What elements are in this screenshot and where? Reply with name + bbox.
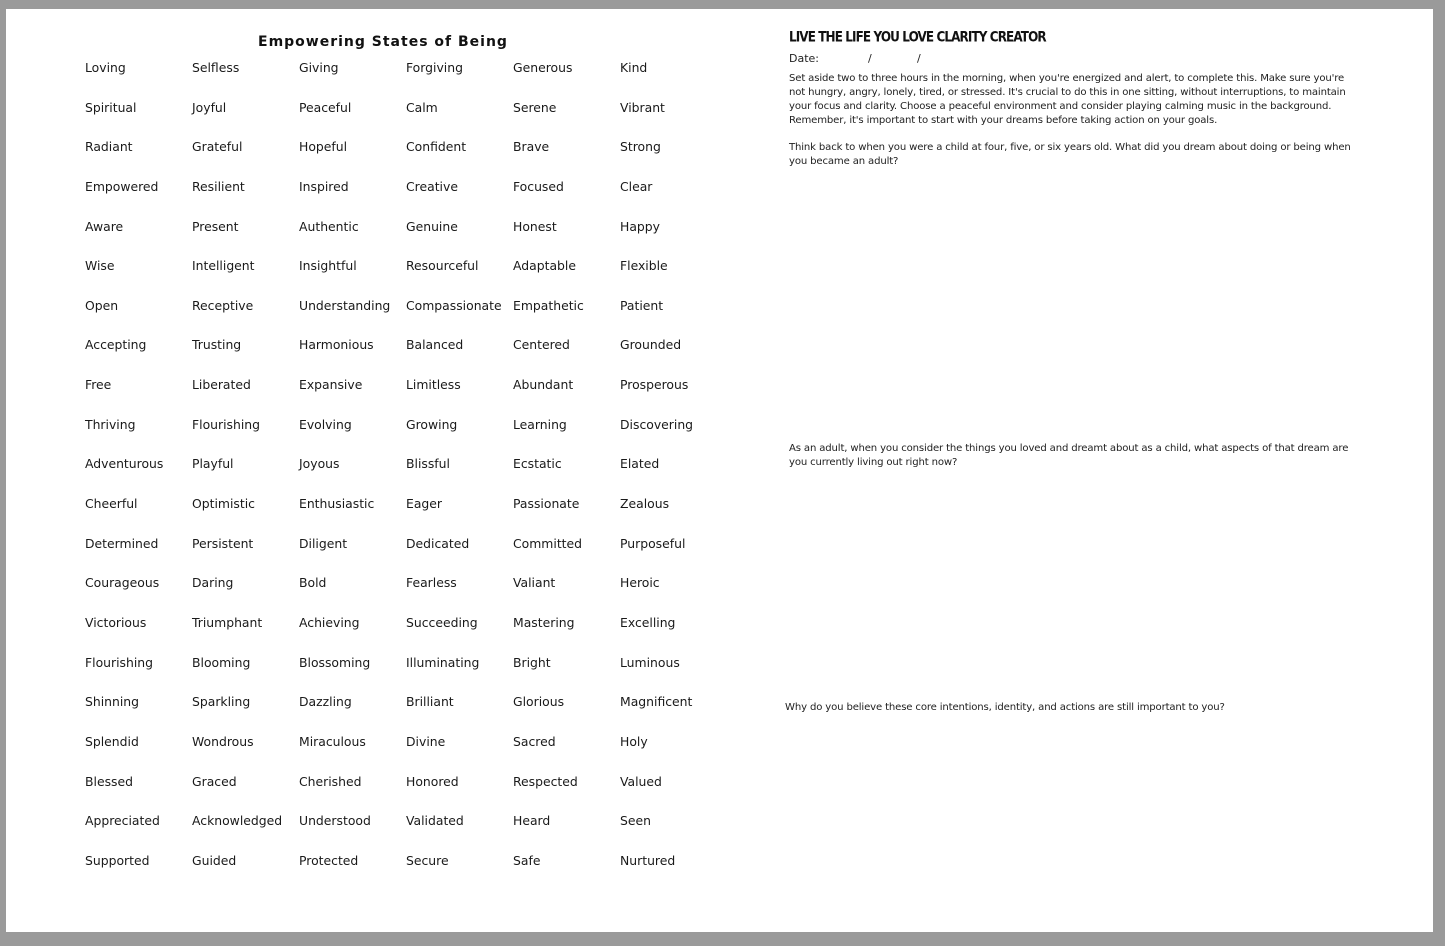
state-word: Enthusiastic: [299, 496, 375, 512]
state-word: Inspired: [299, 178, 349, 194]
clarity-creator-title: LIVE THE LIFE YOU LOVE CLARITY CREATOR: [789, 29, 1046, 46]
state-word: Empathetic: [513, 297, 584, 313]
state-word: Prosperous: [620, 377, 689, 393]
word-row: [85, 257, 727, 297]
state-word: Valued: [620, 773, 662, 789]
state-word: Grounded: [620, 337, 682, 353]
state-word: Dazzling: [299, 694, 352, 710]
state-word: Determined: [85, 535, 159, 551]
state-word: Blooming: [192, 654, 251, 670]
state-word: Honest: [513, 218, 557, 234]
state-word: Blossoming: [299, 654, 371, 670]
state-word: Diligent: [299, 535, 348, 551]
state-word: Calm: [406, 99, 438, 115]
state-word: Committed: [513, 535, 583, 551]
word-row: [85, 495, 727, 535]
word-row: [85, 336, 727, 376]
state-word: Happy: [620, 218, 660, 234]
state-word: Kind: [620, 60, 648, 75]
state-word: Cheerful: [85, 496, 138, 512]
state-word: Secure: [406, 852, 449, 868]
state-word: Magnificent: [620, 694, 693, 710]
state-word: Creative: [406, 178, 458, 194]
state-word: Guided: [192, 852, 237, 868]
state-word: Compassionate: [406, 297, 502, 313]
state-word: Sacred: [513, 733, 556, 749]
instructions-paragraph: Set aside two to three hours in the morning, when you're energized and alert, to complete this. Make sure you're not hungry, angry, lonely, tired, or stressed. It's crucial to do this in one sitting, without interruptions, to maintain your focus and clarity. Choose a peaceful environment and consider playing calming music in the background. Remember, it's important to start with your dreams before taking action on your goals.: [789, 73, 1346, 126]
word-row: [85, 178, 727, 218]
question-childhood-dreams: Think back to when you were a child at four, five, or six years old. What did you dream about doing or being when you became an adult?: [789, 142, 1351, 167]
state-word: Abundant: [513, 377, 574, 393]
word-row: [85, 416, 727, 456]
state-word: Illuminating: [406, 654, 480, 670]
state-word: Dedicated: [406, 535, 470, 551]
state-word: Luminous: [620, 654, 680, 670]
state-word: Appreciated: [85, 813, 160, 829]
state-word: Strong: [620, 139, 661, 155]
state-word: Brave: [513, 139, 550, 155]
state-word: Supported: [85, 852, 150, 868]
state-word: Protected: [299, 852, 359, 868]
word-row: [85, 99, 727, 139]
state-word: Divine: [406, 733, 446, 749]
state-word: Receptive: [192, 297, 254, 313]
word-row: [85, 218, 727, 258]
state-word: Empowered: [85, 178, 159, 194]
state-word: Playful: [192, 456, 234, 472]
state-word: Flourishing: [192, 416, 261, 432]
state-word: Heard: [513, 813, 551, 829]
state-word: Persistent: [192, 535, 254, 551]
state-word: Graced: [192, 773, 237, 789]
state-word: Understood: [299, 813, 371, 829]
state-word: Ecstatic: [513, 456, 562, 472]
state-word: Joyful: [192, 99, 227, 115]
state-word: Spiritual: [85, 99, 137, 115]
state-word: Splendid: [85, 733, 139, 749]
state-word: Wise: [85, 258, 115, 274]
state-word: Adaptable: [513, 258, 576, 274]
state-word: Free: [85, 377, 112, 393]
state-word: Generous: [513, 60, 573, 75]
state-word: Succeeding: [406, 614, 478, 630]
state-word: Grateful: [192, 139, 243, 155]
state-word: Harmonious: [299, 337, 374, 353]
state-word: Shinning: [85, 694, 140, 710]
state-word: Miraculous: [299, 733, 366, 749]
state-word: Optimistic: [192, 496, 255, 512]
state-word: Courageous: [85, 575, 160, 591]
state-word: Seen: [620, 813, 651, 829]
state-word: Intelligent: [192, 258, 255, 274]
state-word: Elated: [620, 456, 660, 472]
state-word: Trusting: [192, 337, 242, 353]
state-word: Radiant: [85, 139, 133, 155]
state-word: Open: [85, 297, 119, 313]
state-word: Loving: [85, 60, 126, 75]
state-word: Serene: [513, 99, 557, 115]
word-row: [85, 733, 727, 773]
word-row: [85, 455, 727, 495]
date-line: [789, 52, 921, 65]
state-word: Learning: [513, 416, 567, 432]
state-word: Joyous: [299, 456, 340, 472]
state-word: Vibrant: [620, 99, 665, 115]
state-word: Mastering: [513, 614, 575, 630]
state-word: Respected: [513, 773, 578, 789]
state-word: Peaceful: [299, 99, 352, 115]
state-word: Safe: [513, 852, 541, 868]
state-word: Excelling: [620, 614, 676, 630]
state-word: Valiant: [513, 575, 556, 591]
state-word: Patient: [620, 297, 664, 313]
state-word: Understanding: [299, 297, 391, 313]
state-word: Hopeful: [299, 139, 348, 155]
state-word: Triumphant: [192, 614, 263, 630]
state-word: Resilient: [192, 178, 245, 194]
word-row: [85, 574, 727, 614]
state-word: Insightful: [299, 258, 357, 274]
state-word: Balanced: [406, 337, 464, 353]
state-word: Accepting: [85, 337, 147, 353]
state-word: Present: [192, 218, 239, 234]
state-word: Blessed: [85, 773, 133, 789]
state-word: Genuine: [406, 218, 458, 234]
word-row: [85, 59, 727, 99]
question-living-dream: As an adult, when you consider the things you loved and dreamt about as a child, what aspects of that dream are you currently living out right now?: [789, 443, 1349, 468]
state-word: Achieving: [299, 614, 360, 630]
word-row: [85, 535, 727, 575]
state-word: Authentic: [299, 218, 359, 234]
state-word: Eager: [406, 496, 443, 512]
state-word: Brilliant: [406, 694, 454, 710]
word-row: [85, 852, 727, 892]
state-word: Glorious: [513, 694, 565, 710]
state-word: Zealous: [620, 496, 670, 512]
word-row: [85, 138, 727, 178]
question-core-intentions: Why do you believe these core intentions, identity, and actions are still important to you?: [785, 702, 1225, 713]
state-word: Clear: [620, 178, 653, 194]
state-word: Flourishing: [85, 654, 154, 670]
state-word: Purposeful: [620, 535, 686, 551]
word-row: [85, 376, 727, 416]
word-row: [85, 654, 727, 694]
state-word: Thriving: [85, 416, 136, 432]
state-word: Resourceful: [406, 258, 479, 274]
date-label: Date:: [789, 52, 819, 65]
state-word: Nurtured: [620, 852, 676, 868]
state-word: Aware: [85, 218, 124, 234]
states-of-being-title: Empowering States of Being: [258, 34, 508, 50]
state-word: Heroic: [620, 575, 660, 591]
state-word: Adventurous: [85, 456, 164, 472]
state-word: Centered: [513, 337, 570, 353]
state-word: Honored: [406, 773, 459, 789]
state-word: Evolving: [299, 416, 352, 432]
clarity-creator-section: [785, 29, 1354, 713]
word-row: [85, 693, 727, 733]
state-word: Fearless: [406, 575, 457, 591]
state-word: Bright: [513, 654, 551, 670]
state-word: Liberated: [192, 377, 251, 393]
state-word: Focused: [513, 178, 564, 194]
state-word: Discovering: [620, 416, 694, 432]
state-word: Daring: [192, 575, 234, 591]
worksheet-page: [6, 9, 1433, 932]
state-word: Giving: [299, 60, 339, 75]
state-word: Acknowledged: [192, 813, 283, 829]
state-word: Limitless: [406, 377, 461, 393]
state-word: Selfless: [192, 60, 240, 75]
state-word: Victorious: [85, 614, 147, 630]
date-separator: /: [868, 52, 872, 65]
state-word: Flexible: [620, 258, 668, 274]
states-of-being-grid: [85, 59, 727, 891]
state-word: Confident: [406, 139, 467, 155]
state-word: Holy: [620, 733, 648, 749]
state-word: Validated: [406, 813, 464, 829]
word-row: [85, 297, 727, 337]
state-word: Forgiving: [406, 60, 463, 75]
state-word: Growing: [406, 416, 458, 432]
state-word: Blissful: [406, 456, 450, 472]
state-word: Bold: [299, 575, 327, 591]
date-separator: /: [917, 52, 921, 65]
state-word: Sparkling: [192, 694, 251, 710]
word-row: [85, 614, 727, 654]
state-word: Expansive: [299, 377, 363, 393]
word-row: [85, 812, 727, 852]
state-word: Passionate: [513, 496, 580, 512]
state-word: Cherished: [299, 773, 362, 789]
word-row: [85, 773, 727, 813]
state-word: Wondrous: [192, 733, 254, 749]
